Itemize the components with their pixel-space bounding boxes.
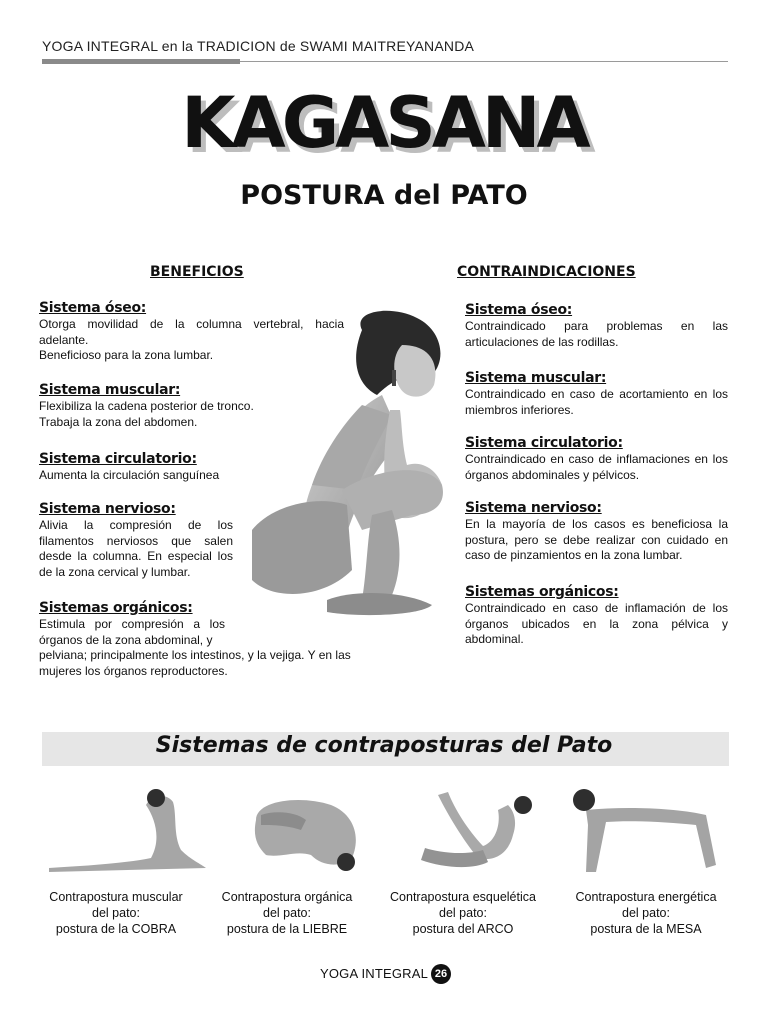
contra-section-nervioso bbox=[465, 500, 728, 564]
page-number: 26 bbox=[431, 964, 451, 984]
counterpose-caption-table: Contrapostura energética del pato: postura de la MESA bbox=[575, 890, 717, 936]
header-rule-thin bbox=[240, 61, 728, 62]
counterpose-caption-bow: Contrapostura esquelética del pato: postura del ARCO bbox=[390, 890, 536, 936]
benefit-text: Beneficioso para la zona lumbar. bbox=[39, 348, 214, 362]
footer-text: YOGA INTEGRAL bbox=[320, 966, 429, 981]
contra-title: Sistema circulatorio: bbox=[465, 435, 623, 451]
contra-text: Contraindicado en caso de inflamaciones en los órganos abdominales y pélvicos. bbox=[465, 452, 728, 482]
benefit-text: pelviana; principalmente los intestinos, y la vejiga. Y en las mujeres los órganos reproductores. bbox=[39, 648, 351, 678]
contra-section-organicos bbox=[465, 584, 728, 648]
contra-title: Sistema óseo: bbox=[465, 302, 573, 318]
contraindications-heading: CONTRAINDICACIONES bbox=[457, 264, 636, 280]
benefit-section-nervioso bbox=[39, 501, 233, 580]
benefit-title: Sistema muscular: bbox=[39, 382, 181, 398]
benefit-text: Alivia la compresión de los filamentos nerviosos que salen desde la columna. En especial los de la zona cervical y lumbar. bbox=[39, 518, 233, 579]
page-subtitle: POSTURA del PATO bbox=[240, 180, 528, 211]
header-rule-thick bbox=[42, 59, 240, 64]
benefit-section-circulatorio bbox=[39, 451, 269, 484]
benefit-title: Sistema nervioso: bbox=[39, 501, 176, 517]
contra-section-muscular bbox=[465, 370, 728, 418]
benefit-text: Otorga movilidad de la columna vertebral, hacia adelante. bbox=[39, 317, 344, 347]
benefit-title: Sistemas orgánicos: bbox=[39, 600, 193, 616]
benefit-text: Trabaja la zona del abdomen. bbox=[39, 414, 198, 429]
cobra-pose-figure bbox=[36, 780, 216, 875]
contra-text: Contraindicado para problemas en las articulaciones de las rodillas. bbox=[465, 319, 728, 349]
bow-pose-figure bbox=[388, 780, 568, 875]
counterposes-title: Sistemas de contraposturas del Pato bbox=[155, 733, 613, 758]
page-title: KAGASANA bbox=[181, 82, 587, 164]
contra-section-oseo bbox=[465, 302, 728, 350]
counterpose-caption-cobra: Contrapostura muscular del pato: postura de la COBRA bbox=[49, 890, 183, 936]
benefit-title: Sistema óseo: bbox=[39, 300, 147, 316]
benefit-text: Aumenta la circulación sanguínea bbox=[39, 468, 220, 482]
contra-title: Sistema nervioso: bbox=[465, 500, 602, 516]
benefit-text: Estimula por compresión a los órganos de la zona abdominal, y bbox=[39, 617, 225, 647]
benefit-title: Sistema circulatorio: bbox=[39, 451, 197, 467]
hare-pose-figure bbox=[216, 780, 396, 875]
contra-section-circulatorio bbox=[465, 435, 728, 483]
duck-pose-figure bbox=[242, 300, 452, 635]
contra-title: Sistema muscular: bbox=[465, 370, 607, 386]
contra-text: En la mayoría de los casos es beneficiosa la postura, pero se debe realizar con cuidado en caso de pinzamientos en la zona lumbar. bbox=[465, 517, 728, 562]
counterpose-caption-hare: Contrapostura orgánica del pato: postura de la LIEBRE bbox=[221, 890, 353, 936]
contra-text: Contraindicado en caso de acortamiento en los miembros inferiores. bbox=[465, 387, 728, 417]
contra-title: Sistemas orgánicos: bbox=[465, 584, 619, 600]
benefits-heading: BENEFICIOS bbox=[150, 264, 244, 280]
header-text: YOGA INTEGRAL en la TRADICION de SWAMI MAITREYANANDA bbox=[42, 38, 475, 54]
table-pose-figure bbox=[556, 780, 736, 875]
contra-text: Contraindicado en caso de inflamación de los órganos ubicados en la zona pélvica y abdominal. bbox=[465, 601, 728, 646]
benefit-text: Flexibiliza la cadena posterior de tronco. bbox=[39, 399, 254, 413]
